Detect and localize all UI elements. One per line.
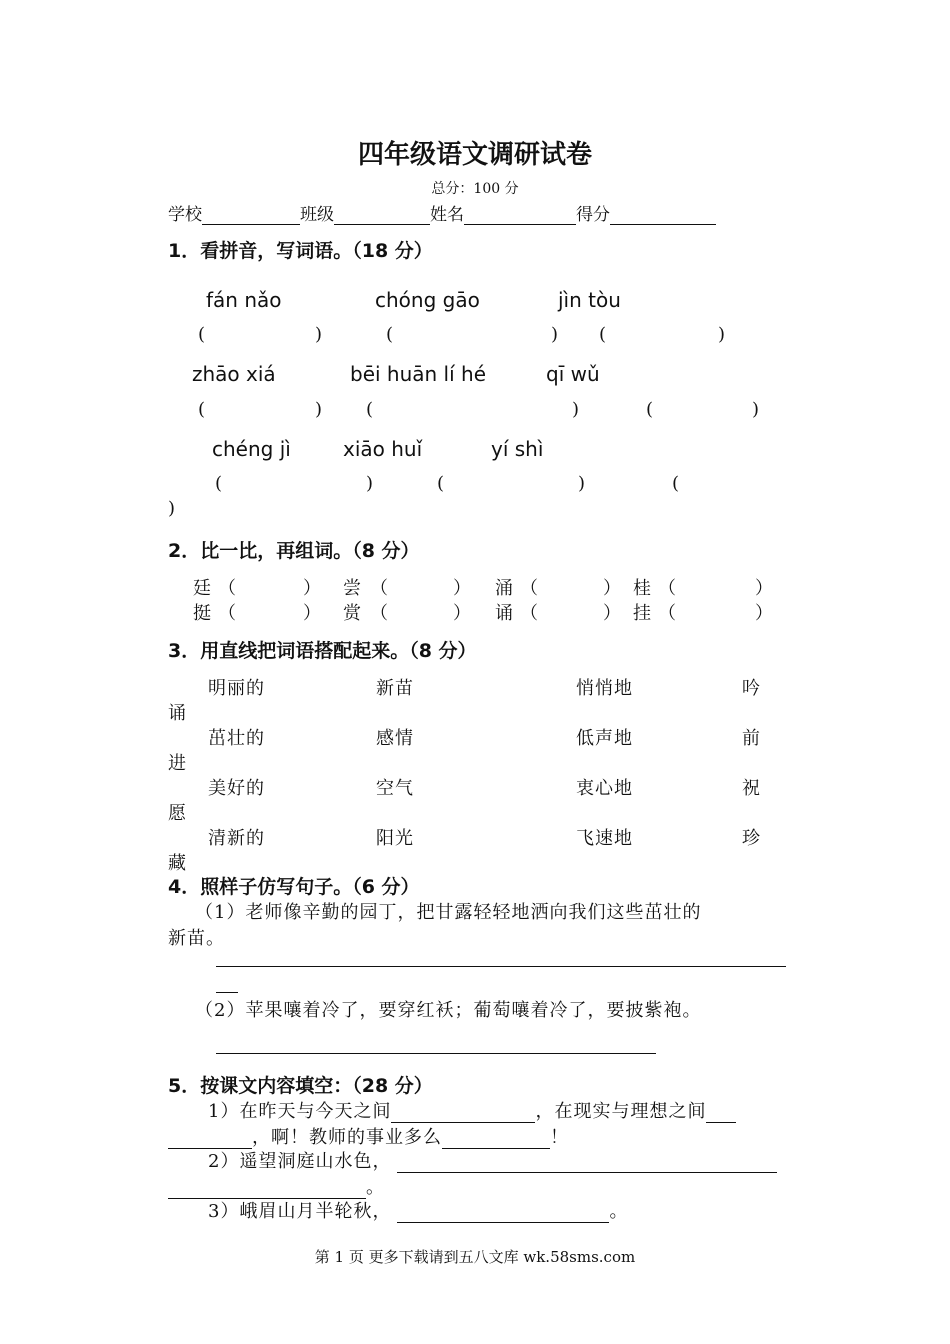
name-label: 姓名	[430, 205, 464, 225]
match-word-col4-wrap: 诵	[168, 703, 187, 724]
fill-text: 3）峨眉山月半轮秋，	[208, 1201, 392, 1222]
paren-close: ）	[603, 578, 622, 599]
fill-question-1-wrap	[168, 1123, 569, 1149]
compare-char: 廷	[193, 578, 212, 599]
answer-paren-open: (	[366, 399, 374, 420]
compare-char: 赏	[343, 603, 362, 624]
answer-paren-open: (	[599, 324, 607, 345]
match-word-col4-wrap: 进	[168, 753, 187, 774]
score-label: 得分	[576, 205, 610, 225]
answer-line-wrap[interactable]	[216, 992, 238, 993]
pinyin-1: fán nǎo	[206, 288, 282, 312]
match-word-col4: 吟	[742, 678, 761, 699]
fill-text: 。	[609, 1201, 629, 1222]
answer-paren-open: (	[672, 473, 680, 494]
sentence-example-1-wrap: 新苗。	[168, 928, 225, 949]
answer-paren-open: (	[437, 473, 445, 494]
pinyin-6: qī wǔ	[546, 362, 600, 386]
sentence-example-1: （1）老师像辛勤的园丁，把甘露轻轻地洒向我们这些茁壮的	[195, 902, 702, 923]
answer-line[interactable]	[216, 1053, 656, 1054]
fill-question-3	[208, 1197, 628, 1223]
total-score: 总分：100 分	[431, 181, 519, 197]
pinyin-4: zhāo xiá	[192, 362, 276, 386]
section-2-heading: 2．比一比，再组词。（8 分）	[168, 540, 420, 562]
match-word-col3: 低声地	[576, 728, 633, 749]
match-word-col3: 悄悄地	[576, 678, 633, 699]
class-label: 班级	[300, 205, 334, 225]
pinyin-3: jìn tòu	[558, 288, 621, 312]
match-word-col1: 清新的	[208, 828, 265, 849]
paren-open: （	[520, 578, 539, 599]
fill-blank[interactable]	[391, 1104, 535, 1123]
answer-paren-close: )	[551, 324, 559, 345]
section-1-heading: 1．看拼音，写词语。（18 分）	[168, 240, 433, 262]
match-word-col4: 前	[742, 728, 761, 749]
compare-char: 桂	[633, 578, 652, 599]
match-word-col3: 衷心地	[576, 778, 633, 799]
fill-text: 2）遥望洞庭山水色，	[208, 1151, 392, 1172]
match-word-col4: 祝	[742, 778, 761, 799]
compare-char: 挺	[193, 603, 212, 624]
name-blank[interactable]	[464, 206, 576, 225]
answer-paren-close: )	[572, 399, 580, 420]
fill-text: ！	[550, 1127, 569, 1148]
paren-close: ）	[755, 603, 774, 624]
paren-close: ）	[603, 603, 622, 624]
answer-paren-close: )	[718, 324, 726, 345]
answer-paren-open: (	[198, 324, 206, 345]
answer-paren-close: )	[578, 473, 586, 494]
match-word-col1: 茁壮的	[208, 728, 265, 749]
fill-text: 。	[366, 1177, 385, 1198]
pinyin-2: chóng gāo	[375, 288, 480, 312]
pinyin-8: xiāo huǐ	[343, 437, 423, 461]
match-word-col2: 空气	[376, 778, 414, 799]
fill-blank[interactable]	[397, 1204, 609, 1223]
answer-paren-close: )	[752, 399, 760, 420]
school-label: 学校	[168, 205, 202, 225]
match-word-col1: 明丽的	[208, 678, 265, 699]
answer-paren-open: (	[215, 473, 223, 494]
answer-paren-open: (	[386, 324, 394, 345]
answer-paren-close: )	[366, 473, 374, 494]
paren-close: ）	[755, 578, 774, 599]
paren-open: （	[520, 603, 539, 624]
fill-question-2	[208, 1147, 777, 1173]
answer-paren-close: )	[168, 498, 176, 519]
pinyin-5: bēi huān lí hé	[350, 362, 487, 386]
pinyin-9: yí shì	[491, 437, 544, 461]
compare-char: 诵	[495, 603, 514, 624]
match-word-col2: 感情	[376, 728, 414, 749]
section-3-heading: 3．用直线把词语搭配起来。（8 分）	[168, 640, 477, 662]
fill-text: ，在现实与理想之间	[535, 1101, 707, 1122]
pinyin-7: chéng jì	[212, 437, 291, 461]
paren-open: （	[370, 578, 389, 599]
section-4-heading: 4．照样子仿写句子。（6 分）	[168, 876, 420, 898]
paren-open: （	[658, 603, 677, 624]
fill-question-2-wrap	[168, 1173, 385, 1199]
match-word-col4-wrap: 愿	[168, 803, 187, 824]
match-word-col2: 阳光	[376, 828, 414, 849]
paren-close: ）	[303, 578, 322, 599]
paren-close: ）	[453, 603, 472, 624]
match-word-col1: 美好的	[208, 778, 265, 799]
page-title: 四年级语文调研试卷	[357, 140, 592, 170]
school-blank[interactable]	[202, 206, 300, 225]
match-word-col2: 新苗	[376, 678, 414, 699]
page-footer: 第 1 页 更多下载请到五八文库 wk.58sms.com	[314, 1248, 636, 1266]
fill-blank[interactable]	[706, 1104, 736, 1123]
answer-line[interactable]	[216, 966, 786, 967]
paren-close: ）	[453, 578, 472, 599]
section-5-heading: 5．按课文内容填空：（28 分）	[168, 1075, 433, 1097]
class-blank[interactable]	[334, 206, 430, 225]
paren-open: （	[218, 578, 237, 599]
paren-close: ）	[303, 603, 322, 624]
fill-text: 1）在昨天与今天之间	[208, 1101, 392, 1122]
fill-blank[interactable]	[397, 1154, 777, 1173]
paren-open: （	[658, 578, 677, 599]
answer-paren-open: (	[198, 399, 206, 420]
student-info-row	[168, 200, 716, 225]
sentence-example-2: （2）苹果嚷着冷了，要穿红袄；葡萄嚷着冷了，要披紫袍。	[195, 1000, 702, 1021]
compare-char: 尝	[343, 578, 362, 599]
fill-text: ，啊！教师的事业多么	[252, 1127, 442, 1148]
answer-paren-close: )	[315, 324, 323, 345]
match-word-col4: 珍	[742, 828, 761, 849]
fill-question-1	[208, 1097, 736, 1123]
match-word-col4-wrap: 藏	[168, 853, 187, 874]
answer-paren-close: )	[315, 399, 323, 420]
score-blank[interactable]	[610, 206, 716, 225]
paren-open: （	[218, 603, 237, 624]
match-word-col3: 飞速地	[576, 828, 633, 849]
answer-paren-open: (	[646, 399, 654, 420]
compare-char: 挂	[633, 603, 652, 624]
compare-char: 涌	[495, 578, 514, 599]
paren-open: （	[370, 603, 389, 624]
